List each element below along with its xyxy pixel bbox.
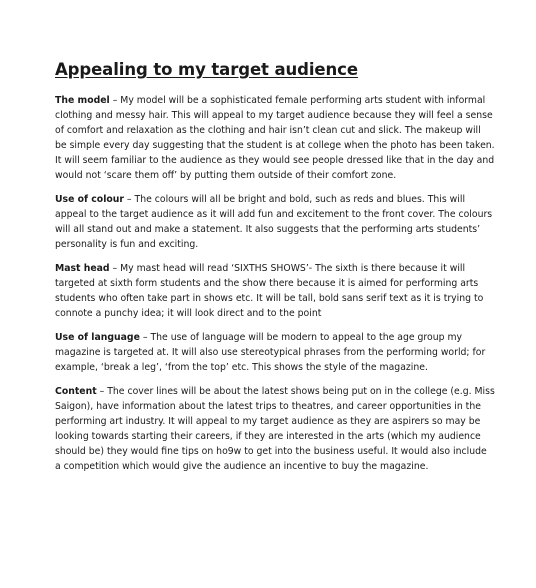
section-mast-head [55,261,495,321]
section-heading: The model [55,95,110,106]
section-heading: Mast head [55,263,110,274]
section-use-of-colour [55,192,495,252]
section-heading: Content [55,386,97,397]
document-page [55,60,495,483]
section-use-of-language [55,330,495,375]
section-text: – My model will be a sophisticated female performing arts student with informal clothing and messy hair. This will appeal to my target audience because they will feel a sense of comfort and relaxation as the clothing and hair isn’t clean cut and slick. The makeup will be simple every day suggesting that the student is at college when the photo has been taken. It will seem familiar to the audience as they would see people dressed like that in the day and would not ‘scare them off’ by putting them outside of their comfort zone. [55,95,495,181]
section-heading: Use of colour [55,194,124,205]
page-title: Appealing to my target audience [55,60,358,79]
section-text: – The use of language will be modern to appeal to the age group my magazine is targeted at. It will also use stereotypical phrases from the performing world; for example, ‘break a leg’, ‘from the top’ etc. This shows the style of the magazine. [55,332,486,373]
section-heading: Use of language [55,332,140,343]
section-content [55,384,495,474]
section-text: – The cover lines will be about the latest shows being put on in the college (e.g. Miss Saigon), have information about the latest trips to theatres, and career opportunities in the performing art industry. It will appeal to my target audience as they are aspirers so may be looking towards starting their careers, if they are interested in the arts (which my audience should be) they would fine tips on ho9w to get into the business useful. It would also include a competition which would give the audience an incentive to buy the magazine. [55,386,495,472]
section-the-model [55,93,495,183]
section-text: – The colours will all be bright and bold, such as reds and blues. This will appeal to the target audience as it will add fun and excitement to the front cover. The colours will all stand out and make a statement. It also suggests that the performing arts students’ personality is fun and exciting. [55,194,493,250]
section-text: – My mast head will read ‘SIXTHS SHOWS’- The sixth is there because it will targeted at sixth form students and the show there because it is aimed for performing arts students who often take part in shows etc. It will be tall, bold sans serif text as it is trying to connote a punchy idea; it will look direct and to the point [55,263,484,319]
